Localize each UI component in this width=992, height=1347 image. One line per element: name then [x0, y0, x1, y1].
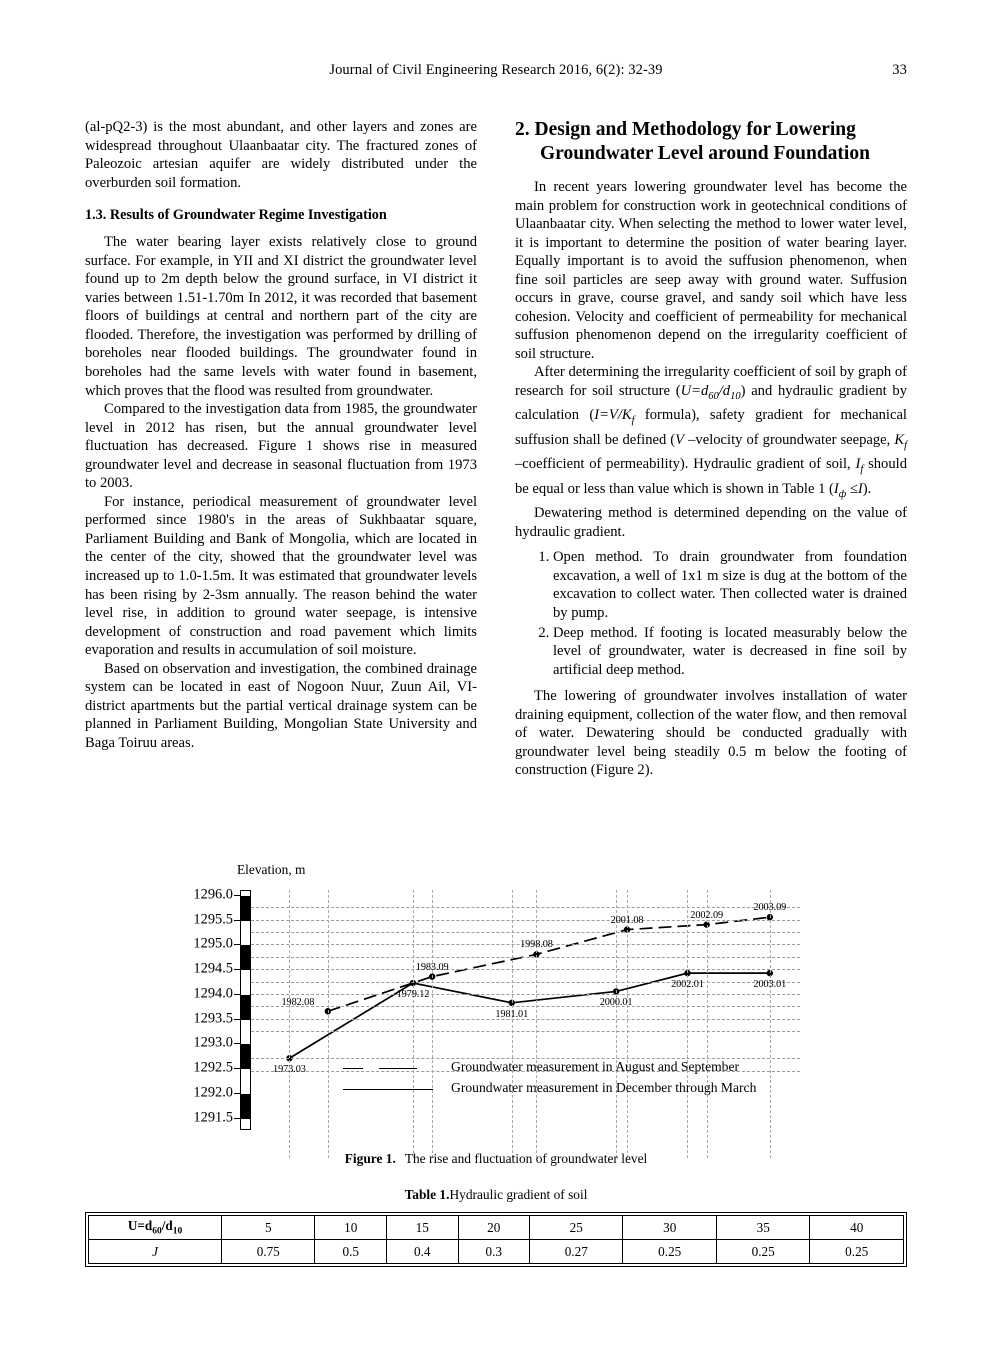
table-caption: [85, 1187, 907, 1203]
page-number: 33: [892, 62, 907, 78]
math-u-mid: /d: [718, 383, 731, 400]
math-u-sub60: 60: [708, 390, 719, 402]
figure-caption: [85, 1151, 907, 1167]
math-iphi: [833, 480, 863, 500]
chart-horizontal-gridline: [251, 907, 800, 908]
chart-horizontal-gridline: [251, 994, 800, 995]
chart-y-tick-mark: [234, 1118, 240, 1119]
math-i-pre: I=V/K: [594, 407, 632, 424]
table-cell-j: 0.75: [222, 1240, 315, 1264]
chart-point-label: 1981.01: [495, 1008, 529, 1020]
chart-y-axis-label: Elevation, m: [237, 862, 306, 877]
p2-text-d: –velocity of groundwater seepage,: [684, 431, 895, 448]
chart-vertical-gridline: [328, 890, 329, 1158]
chart-y-tick-mark: [234, 895, 240, 896]
table-cell-j: 0.25: [716, 1240, 809, 1264]
chart-vertical-gridline: [289, 890, 290, 1158]
table-caption-label: Table 1.: [404, 1187, 450, 1202]
chart-y-tick-label: 1291.5: [193, 1109, 233, 1126]
chart-point-label: 1998.08: [520, 939, 553, 951]
chart-horizontal-gridline: [251, 1031, 800, 1032]
chart-y-tick-mark: [234, 1043, 240, 1044]
figure-caption-label: Figure 1.: [344, 1151, 396, 1166]
list-item-deep-method: 2. Deep method. If footing is located measurably below the level of groundwater, water is decreased in fine soil by artificial deep method.: [553, 624, 907, 680]
math-if-pre: I: [855, 456, 861, 473]
chart-point-label: 2001.08: [610, 914, 644, 926]
chart-y-tick-mark: [234, 969, 240, 970]
p2-text-c: formula), safety gradient for mechanical suffusion shall be defined (: [515, 407, 907, 448]
left-paragraph-4: Based on observation and investigation, the combined drainage system can be located in east of Nogoon Nuur, Zuun Ail, VI-district apartments but the partial vertical drainage system can be planned in Parliament Building, Mongolian State University and Baga Toiruu areas.: [85, 660, 477, 751]
legend-label-december-march: Groundwater measurement in December through March: [451, 1080, 757, 1095]
table-cell-u: 25: [530, 1216, 623, 1240]
math-i-subf: f: [631, 415, 635, 427]
figure-1-chart: [85, 862, 907, 1202]
section-heading-2: 2. Design and Methodology for Lowering Groundwater Level around Foundation: [515, 119, 870, 164]
chart-y-tick-label: 1292.5: [193, 1059, 233, 1076]
chart-y-tick-mark: [234, 1093, 240, 1094]
chart-y-tick-label: 1294.0: [193, 985, 233, 1002]
math-k-subf: f: [904, 439, 907, 451]
legend-dash-swatch-b: [379, 1068, 417, 1069]
right-paragraph-1: In recent years lowering groundwater level has become the main problem for construction work in geotechnical conditions of Ulaanbaatar city. When selecting the method to lower water level, it is important to determine the position of water bearing layer. Equally important is to avoid the suffusion phenomenon, when fine soil particles are seep away with ground water. Suffusion occurs in grave, course gravel, and sandy soil which have less cohesion. Velocity and coefficient of permeability for mechanical suffusion phenomenon depend on the irregularity coefficient of soil structure.: [515, 179, 907, 362]
chart-y-tick-label: 1294.5: [193, 960, 233, 977]
table-row: [89, 1216, 904, 1240]
chart-vertical-gridline: [707, 890, 708, 1158]
chart-point-label: 2000.01: [599, 997, 633, 1009]
chart-y-tick-label: 1296.0: [193, 886, 233, 903]
left-paragraph-3: For instance, periodical measurement of groundwater level performed since 1980's in the areas of Sukhbaatar square, Parliament Building and Bank of Mongolia, which are located in the center of the city, showed that the groundwater level was increased up to 1.0-1.5m. It was estimated that groundwater levels has been rising by 2-3sm annually. The reason behind the water level rise, in addition to ground water seepage, is intensive development of construction and road pavement which limits evaporation and results in accumulation of soil moisture.: [85, 493, 477, 659]
chart-y-tick-label: 1293.5: [193, 1010, 233, 1027]
table-cell-j: 0.25: [623, 1240, 716, 1264]
list-item-open-method: 1. Open method. To drain groundwater from foundation excavation, a well of 1x1 m size is dug at the bottom of the excavation to collect water. Then collected water is drained by pump.: [553, 548, 907, 622]
chart-y-tick-label: 1292.0: [193, 1084, 233, 1101]
table-cell-j: 0.25: [810, 1240, 904, 1264]
chart-horizontal-gridline: [251, 969, 800, 970]
chart-vertical-gridline: [616, 890, 617, 1158]
chart-point-label: 1982.08: [281, 997, 315, 1009]
math-u-sub10: 10: [730, 390, 741, 402]
chart-y-tick-mark: [234, 1019, 240, 1020]
p2-text-a: After determining the irregularity coefficient of soil by graph of research for soil structure (: [515, 364, 907, 400]
table-cell-j: 0.5: [315, 1240, 387, 1264]
table-cell-u: 15: [386, 1216, 458, 1240]
chart-horizontal-gridline: [251, 932, 800, 933]
table-header-j: J: [89, 1240, 222, 1264]
paragraph-continued: (al-pQ2-3) is the most abundant, and other layers and zones are widespread throughout Ulaanbaatar city. The fractured zones of Paleozoic artesian aquifer are widely distributed under the overburden soil formation.: [85, 119, 477, 191]
chart-y-tick-mark: [234, 920, 240, 921]
math-u-pre: U=d: [680, 383, 709, 400]
math-if-subf: f: [860, 464, 864, 476]
math-iphi-sub: ф: [838, 488, 847, 500]
left-paragraph-2: Compared to the investigation data from 1985, the groundwater level in 2012 has risen, but the annual groundwater level fluctuation has decreased. Figure 1 shows rise in measured groundwater level and decrease in seasonal fluctuation from 1973 to 2003.: [85, 401, 477, 492]
hydraulic-gradient-table: [88, 1215, 904, 1264]
table-outer-border: [85, 1212, 907, 1267]
chart-horizontal-gridline: [251, 1006, 800, 1007]
right-paragraph-4: The lowering of groundwater involves installation of water draining equipment, collection of the water flow, and then removal of water. Dewatering should be conducted gradually with groundwater level being steadily 0.5 m below the footing of construction (Figure 2).: [515, 688, 907, 779]
chart-y-tick-label: 1293.0: [193, 1034, 233, 1051]
right-paragraph-2: [515, 363, 907, 504]
chart-point-label: 1983.09: [415, 961, 449, 973]
table-cell-u: 35: [716, 1216, 809, 1240]
legend-dash-swatch-a: [343, 1068, 363, 1069]
table-cell-j: 0.27: [530, 1240, 623, 1264]
math-u-ratio: [680, 383, 741, 402]
table-caption-text: Hydraulic gradient of soil: [449, 1187, 588, 1202]
figure-caption-text: The rise and fluctuation of groundwater level: [404, 1151, 648, 1166]
math-iphi-rel: ≤I: [846, 480, 863, 497]
dewatering-methods-list: [515, 548, 907, 679]
chart-point-label: 2002.01: [671, 979, 704, 991]
math-i-formula: [594, 407, 635, 427]
chart-y-tick-mark: [234, 994, 240, 995]
chart-point-label: 1973.03: [273, 1064, 306, 1076]
table-row: [89, 1240, 904, 1264]
table-cell-u: 5: [222, 1216, 315, 1240]
chart-vertical-gridline: [536, 890, 537, 1158]
table-cell-u: 40: [810, 1216, 904, 1240]
left-column: [85, 118, 477, 753]
chart-vertical-gridline: [413, 890, 414, 1158]
table-header-u: $U=d_{60}/d_{10}$: [89, 1216, 222, 1240]
p2-text-e: –coefficient of permeability). Hydraulic gradient of soil,: [515, 456, 856, 473]
subsection-heading-1-3: 1.3. Results of Groundwater Regime Investigation: [85, 207, 387, 224]
chart-horizontal-gridline: [251, 957, 800, 958]
legend-solid-swatch: [343, 1089, 433, 1090]
journal-citation: Journal of Civil Engineering Research 2016, 6(2): 32-39: [329, 62, 663, 78]
table-cell-j: 0.4: [386, 1240, 458, 1264]
math-v: V: [675, 431, 685, 448]
figure-and-table-block: [85, 862, 907, 1259]
chart-y-tick-label: 1295.5: [193, 911, 233, 928]
chart-vertical-gridline: [512, 890, 513, 1158]
chart-point-label: 2003.01: [753, 979, 787, 991]
math-k-pre: K: [894, 431, 905, 448]
math-iphi-pre: I: [833, 480, 839, 497]
chart-point-label: 2003.09: [753, 902, 787, 914]
chart-y-tick-mark: [234, 944, 240, 945]
p2-text-f: should be equal or less than value which is shown in Table 1 (: [515, 456, 907, 497]
chart-point-label: 1979.12: [396, 989, 430, 1001]
chart-vertical-gridline: [687, 890, 688, 1158]
chart-vertical-gridline: [627, 890, 628, 1158]
right-paragraph-3: Dewatering method is determined depending on the value of hydraulic gradient.: [515, 505, 907, 540]
table-cell-u: 30: [623, 1216, 716, 1240]
chart-horizontal-gridline: [251, 982, 800, 983]
p2-text-b: ) and hydraulic gradient by calculation (: [515, 383, 907, 424]
table-cell-j: 0.3: [458, 1240, 530, 1264]
chart-y-tick-label: 1295.0: [193, 935, 233, 952]
chart-point-label: 2002.09: [690, 909, 724, 921]
chart-vertical-gridline: [432, 890, 433, 1158]
chart-y-tick-mark: [234, 1068, 240, 1069]
left-paragraph-1: The water bearing layer exists relatively close to ground surface. For example, in YII and XI district the groundwater level found up to 2m depth below the ground surface, in VI district it varies between 1.51-1.70m In 2012, it was recorded that basement floors of buildings at central and northern part of the city are flooded. Therefore, the investigation was performed by drilling of boreholes near flooded buildings. The groundwater found in boreholes had the same levels with water found in basement, which proves that the flood was resulted from groundwater.: [85, 234, 477, 399]
chart-vertical-gridline: [770, 890, 771, 1158]
right-column: [515, 118, 907, 780]
legend-label-august-september: Groundwater measurement in August and September: [451, 1059, 740, 1074]
table-cell-u: 20: [458, 1216, 530, 1240]
table-cell-u: 10: [315, 1216, 387, 1240]
p2-text-g: ).: [862, 480, 872, 497]
hydraulic-gradient-table-wrap: [85, 1212, 907, 1267]
math-kf: [894, 431, 907, 451]
